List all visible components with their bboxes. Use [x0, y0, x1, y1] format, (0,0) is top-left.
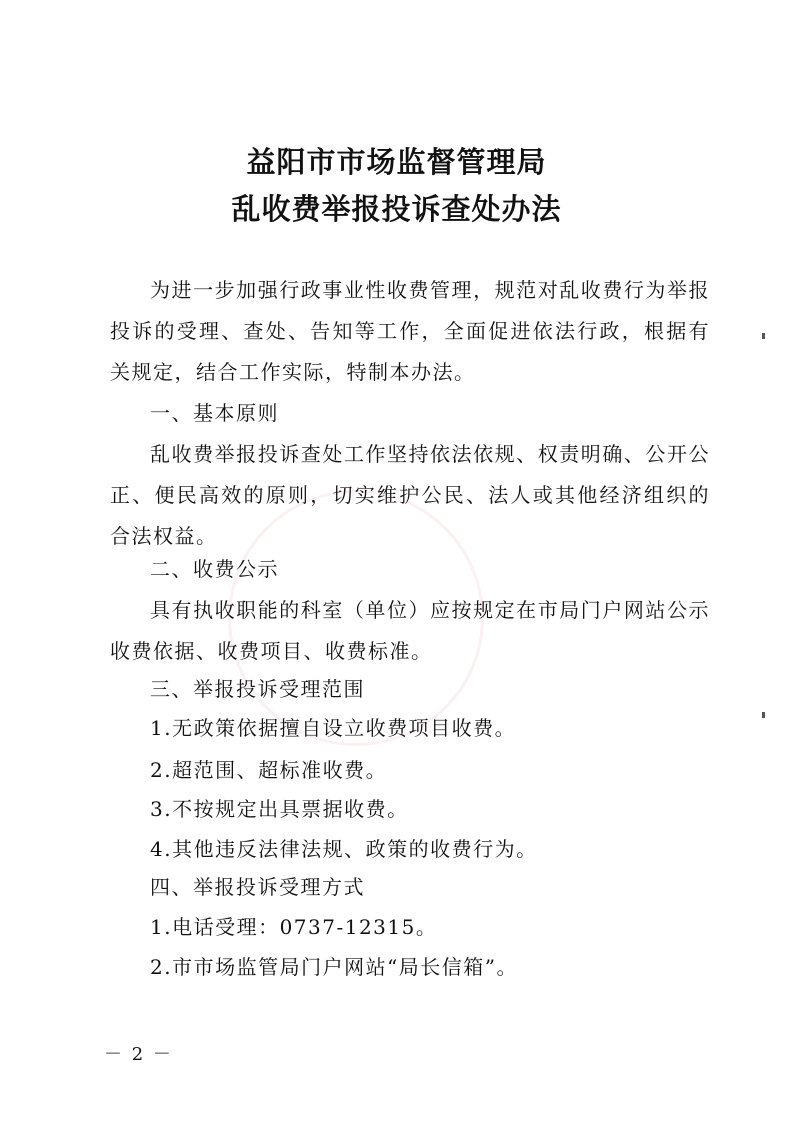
section1-body: 乱收费举报投诉查处工作坚持依法依规、权责明确、公开公正、便民高效的原则，切实维护公民、法人或其他经济组织的合法权益。 [110, 442, 710, 548]
list-item: 2.市市场监管局门户网站“局长信箱”。 [150, 955, 519, 979]
list-item: 3.不按规定出具票据收费。 [150, 797, 409, 821]
intro-paragraph: 为进一步加强行政事业性收费管理，规范对乱收费行为举报投诉的受理、查处、告知等工作，全面促进依法行政，根据有关规定，结合工作实际，特制本办法。 [110, 278, 710, 384]
list-item: 1.电话受理：0737-12315。 [150, 915, 438, 939]
list-item: 4.其他违反法律法规、政策的收费行为。 [150, 837, 538, 861]
scan-speck [762, 333, 765, 339]
section4-heading: 四、举报投诉受理方式 [150, 875, 365, 899]
document-title-line1: 益阳市市场监督管理局 [246, 145, 547, 179]
list-item: 1.无政策依据擅自设立收费项目收费。 [150, 716, 517, 740]
section1-heading: 一、基本原则 [150, 401, 279, 425]
list-item: 2.超范围、超标准收费。 [150, 758, 388, 782]
scan-speck [762, 712, 765, 718]
section3-heading: 三、举报投诉受理范围 [150, 677, 365, 701]
page-number: － 2 － [104, 1044, 173, 1065]
section2-body: 具有执收职能的科室（单位）应按规定在市局门户网站公示收费依据、收费项目、收费标准。 [110, 598, 710, 663]
document-title-line2: 乱收费举报投诉查处办法 [231, 192, 562, 226]
section2-heading: 二、收费公示 [150, 557, 279, 581]
